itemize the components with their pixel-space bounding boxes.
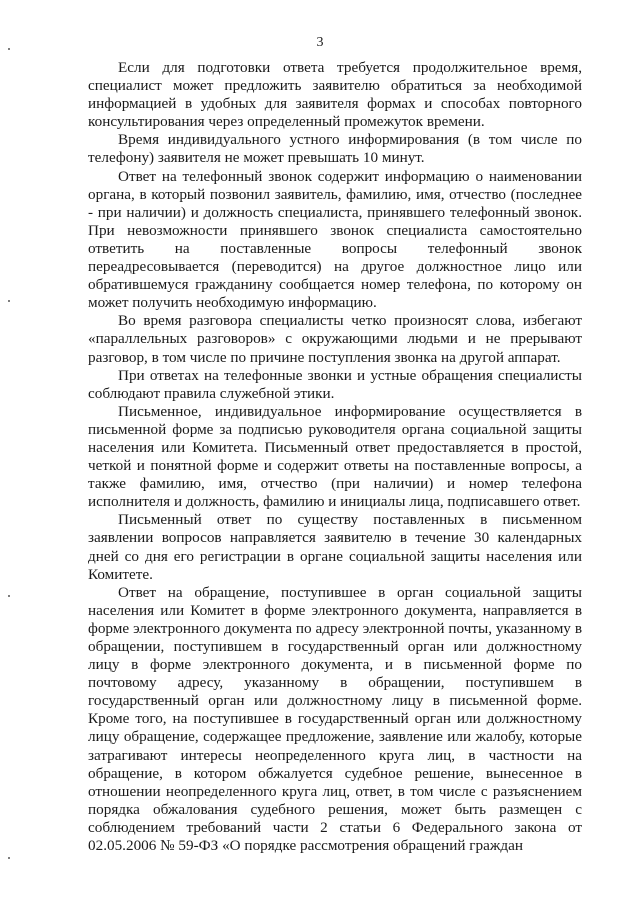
paragraph: Во время разговора специалисты четко произносят слова, избегают «параллельных разговоров» с окружающими людьми и не прерывают разговор, в том числе по причине поступления звонка на другой аппарат.	[88, 312, 582, 366]
paragraph: Если для подготовки ответа требуется продолжительное время, специалист может предложить заявителю обратиться за необходимой информацией в удобных для заявителя формах и способах повторного консультирования через определенный промежуток времени.	[88, 59, 582, 131]
scan-speck	[8, 595, 10, 597]
document-body	[88, 59, 582, 855]
paragraph: При ответах на телефонные звонки и устные обращения специалисты соблюдают правила служебной этики.	[88, 366, 582, 402]
scan-speck	[8, 300, 10, 302]
scan-speck	[8, 857, 10, 859]
page-number: 3	[316, 35, 324, 50]
scan-speck	[8, 48, 10, 50]
paragraph: Ответ на телефонный звонок содержит информацию о наименовании органа, в который позвонил заявитель, фамилию, имя, отчество (последнее - при наличии) и должность специалиста, принявшего телефонный звонок. При невозможности принявшего звонок специалиста самостоятельно ответить на поставленные вопросы телефонный звонок переадресовывается (переводится) на другое должностное лицо или обратившемуся гражданину сообщается номер телефона, по которому он может получить необходимую информацию.	[88, 167, 582, 312]
paragraph: Ответ на обращение, поступившее в орган социальной защиты населения или Комитет в форме электронного документа, направляется в форме электронного документа по адресу электронной почты, указанному в обращении, поступившем в государственный орган или должностному лицу в форме электронного документа, и в письменной форме по почтовому адресу, указанному в обращении, поступившем в государственный орган или должностному лицу в письменной форме. Кроме того, на поступившее в государственный орган или должностному лицу обращение, содержащее предложение, заявление или жалобу, которые затрагивают интересы неопределенного круга лиц, в частности на обращение, в котором обжалуется судебное решение, вынесенное в отношении неопределенного круга лиц, ответ, в том числе с разъяснением порядка обжалования судебного решения, может быть размещен с соблюдением требований части 2 статьи 6 Федерального закона от 02.05.2006 № 59-ФЗ «О порядке рассмотрения обращений граждан	[88, 583, 582, 855]
paragraph: Письменный ответ по существу поставленных в письменном заявлении вопросов направляется заявителю в течение 30 календарных дней со дня его регистрации в органе социальной защиты населения или Комитете.	[88, 511, 582, 583]
paragraph: Письменное, индивидуальное информирование осуществляется в письменной форме за подписью руководителя органа социальной защиты населения или Комитета. Письменный ответ предоставляется в простой, четкой и понятной форме и содержит ответы на поставленные вопросы, а также фамилию, имя, отчество (при наличии) и номер телефона исполнителя и должность, фамилию и инициалы лица, подписавшего ответ.	[88, 402, 582, 511]
paragraph: Время индивидуального устного информирования (в том числе по телефону) заявителя не может превышать 10 минут.	[88, 131, 582, 167]
